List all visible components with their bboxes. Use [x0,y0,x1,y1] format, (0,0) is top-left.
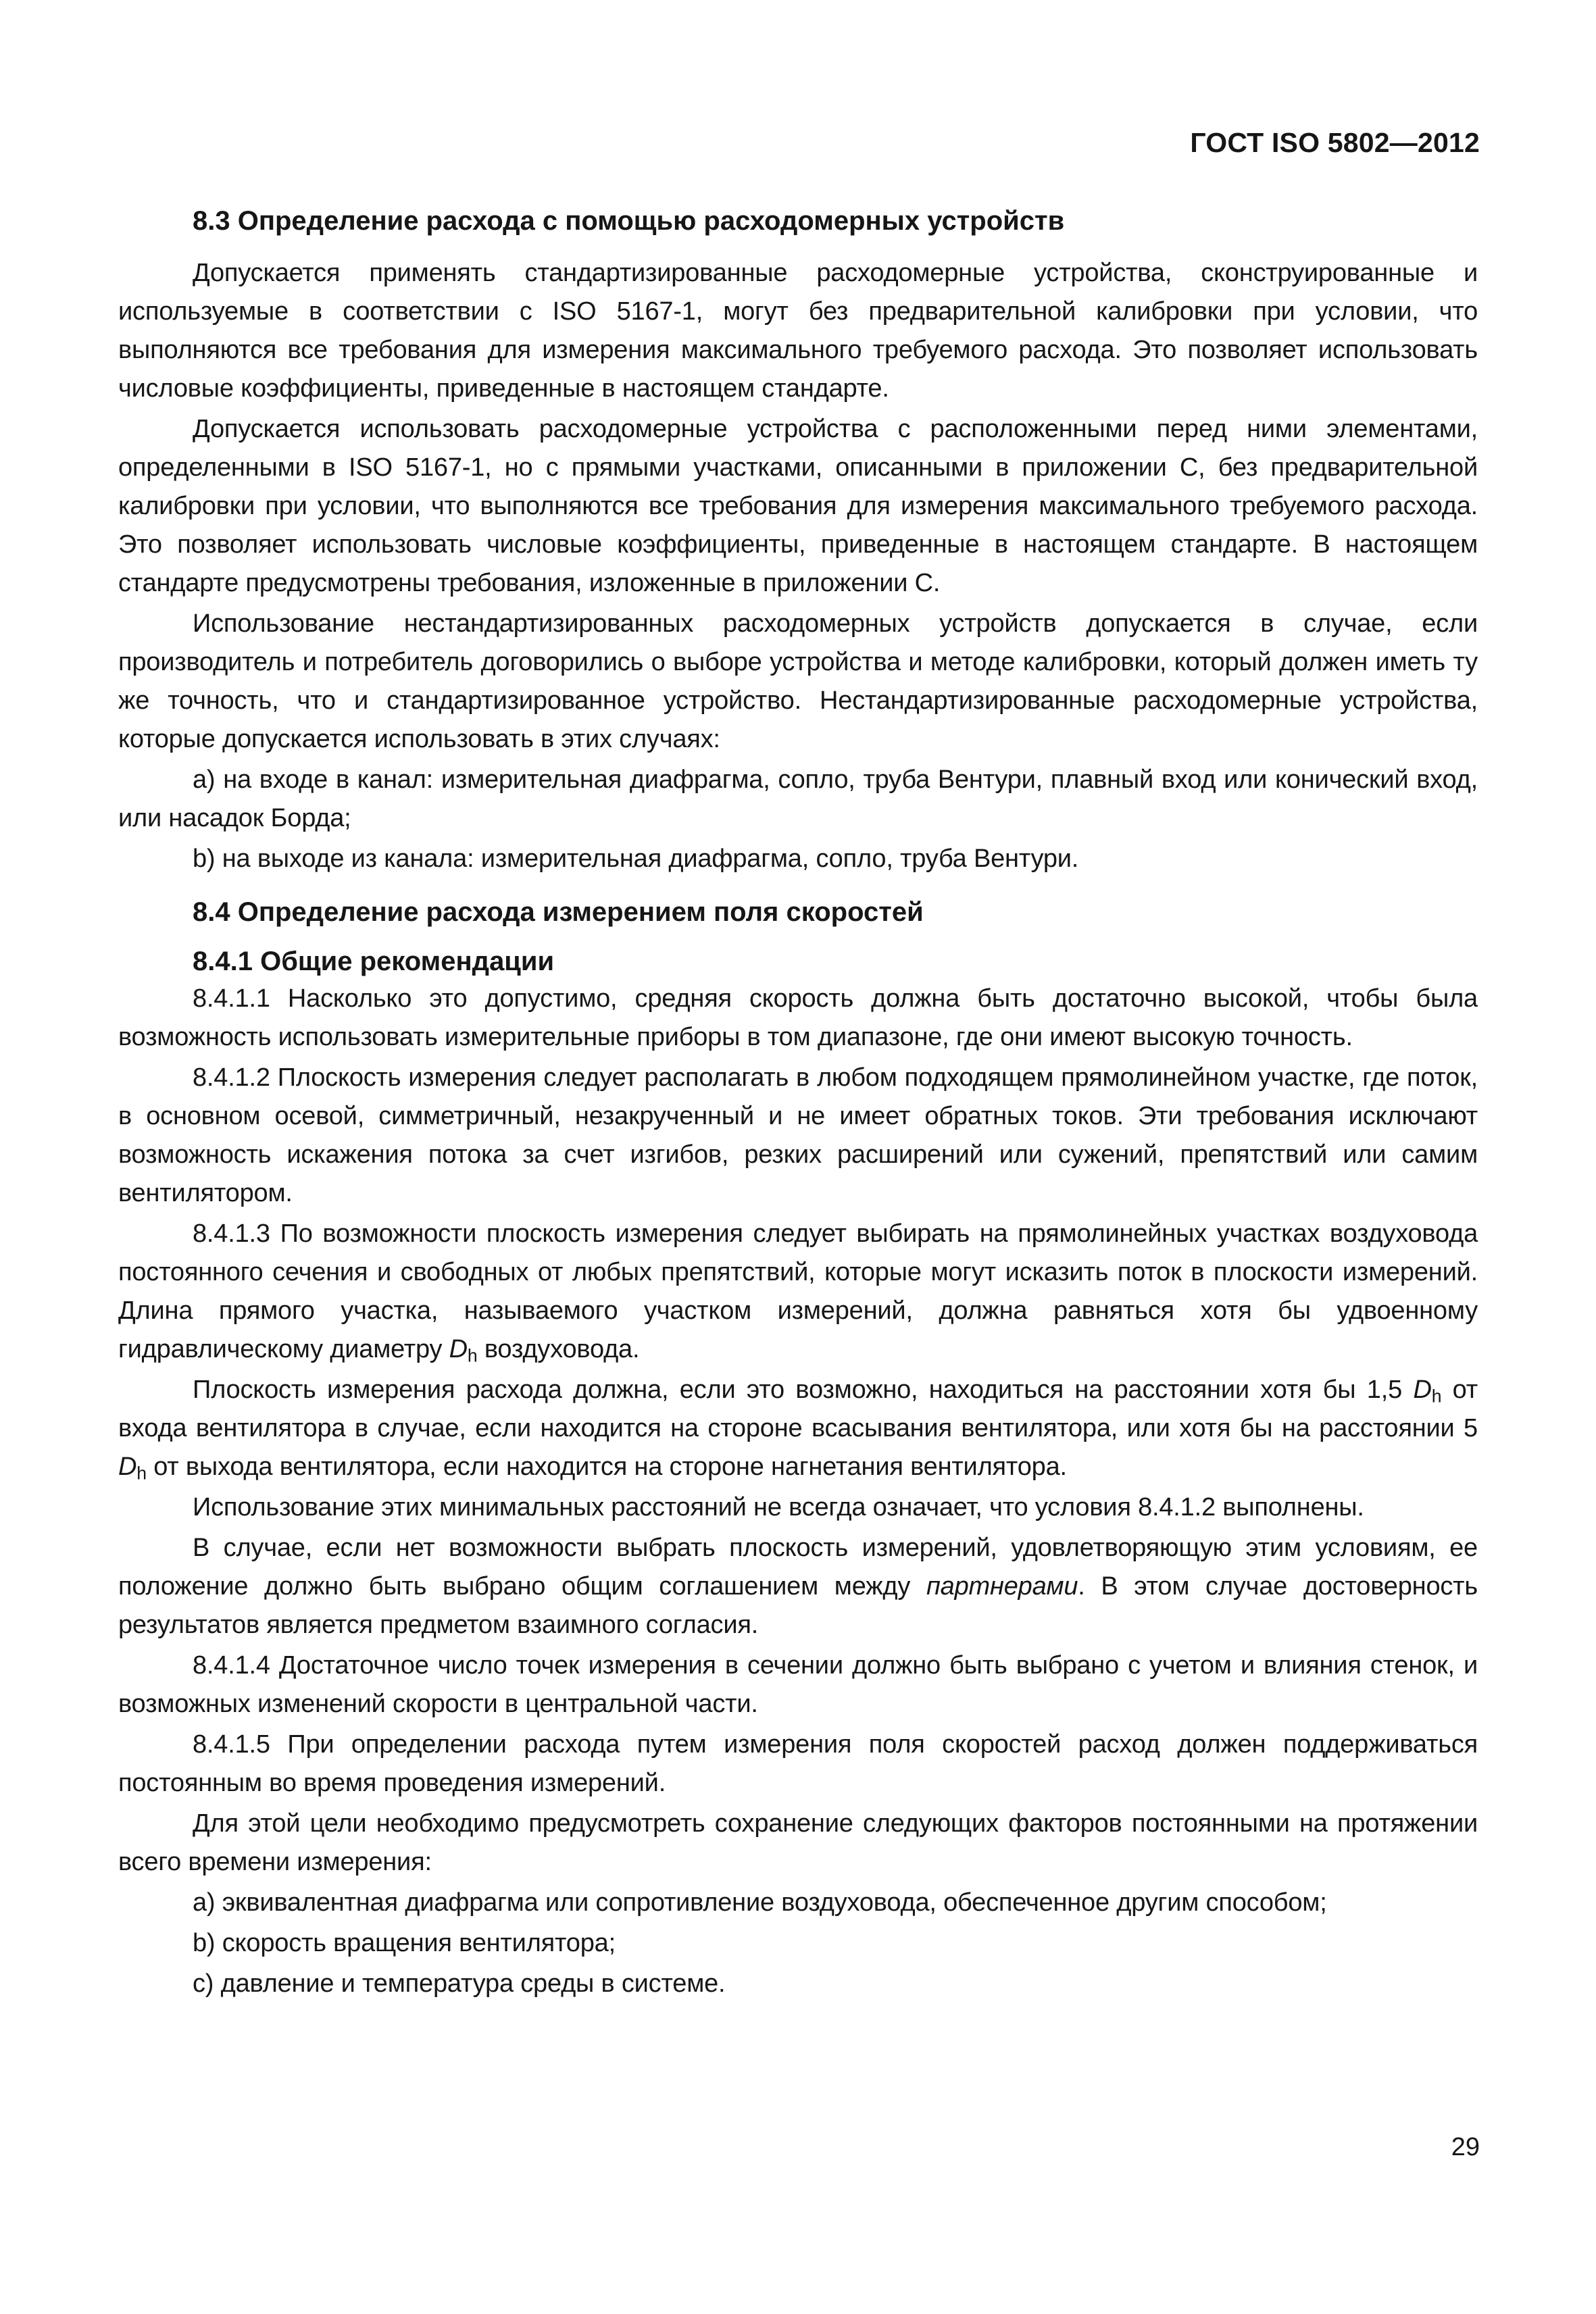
text-run: 8.4.1.3 По возможности плоскость измерения следует выбирать на прямолинейных участках воздуховода постоянного сечения и свободных от любых препятствий, которые могут исказить поток в плоскости измерений. Длина прямого участка, называемого участком измерений, должна равняться хотя бы удвоенному гидравлическому диаметру [118,1219,1478,1363]
subscript-h: h [1431,1386,1442,1407]
subscript-h: h [467,1345,478,1366]
paragraph [118,1529,1478,1644]
clause-8-4-1-4: 8.4.1.4 Достаточное число точек измерения в сечении должно быть выбрано с учетом и влияния стенок, и возможных изменений скорости в центральной части. [118,1651,1478,1718]
page-content [118,203,1478,2005]
symbol-d: D [449,1335,468,1363]
list-item-b: b) скорость вращения вентилятора; [193,1929,616,1957]
clause-8-4-1-2: 8.4.1.2 Плоскость измерения следует располагать в любом подходящем прямолинейном участке, где поток, в основном осевой, симметричный, незакрученный и не имеет обратных токов. Эти требования исключают возможность искажения потока за счет изгибов, резких расширений или сужений, препятствий или самим вентилятором. [118,1063,1478,1207]
section-heading-8-3: 8.3 Определение расхода с помощью расходомерных устройств [193,206,1065,236]
paragraph: Использование нестандартизированных расходомерных устройств допускается в случае, если производитель и потребитель договорились о выборе устройства и методе калибровки, который должен иметь ту же точность, что и стандартизированное устройство. Нестандартизированные расходомерные устройства, которые допускается использовать в этих случаях: [118,609,1478,753]
paragraph: Для этой цели необходимо предусмотреть сохранение следующих факторов постоянными на протяжении всего времени измерения: [118,1809,1478,1876]
text-run: В случае, если нет возможности выбрать плоскость измерений, удовлетворяющую этим условиям, ее положение должно быть выбрано общим соглашением между [118,1534,1478,1601]
paragraph: Допускается использовать расходомерные устройства с расположенными перед ними элементами, определенными в ISO 5167-1, но с прямыми участками, описанными в приложении С, без предварительной калибровки при условии, что выполняются все требования для измерения максимального требуемого расхода. Это позволяет использовать числовые коэффициенты, приведенные в настоящем стандарте. В настоящем стандарте предусмотрены требования, изложенные в приложении С. [118,415,1478,597]
emphasis-partners: партнерами [926,1572,1078,1601]
list-item-b: b) на выходе из канала: измерительная диафрагма, сопло, труба Вентури. [193,845,1079,873]
clause-8-4-1-5: 8.4.1.5 При определении расхода путем измерения поля скоростей расход должен поддерживаться постоянным во время проведения измерений. [118,1730,1478,1797]
paragraph: Допускается применять стандартизированные расходомерные устройства, сконструированные и используемые в соответствии с ISO 5167-1, могут без предварительной калибровки при условии, что выполняются все требования для измерения максимального требуемого расхода. Это позволяет использовать числовые коэффициенты, приведенные в настоящем стандарте. [118,259,1478,403]
text-run: от выхода вентилятора, если находится на стороне нагнетания вентилятора. [146,1453,1067,1481]
document-code: ГОСТ ISO 5802—2012 [1190,127,1480,158]
list-item-a: а) на входе в канал: измерительная диафрагма, сопло, труба Вентури, плавный вход или конический вход, или насадок Борда; [118,765,1478,832]
list-item-a: а) эквивалентная диафрагма или сопротивление воздуховода, обеспеченное другим способом; [193,1888,1327,1917]
measurement-plane-paragraph [118,1371,1478,1486]
section-heading-8-4: 8.4 Определение расхода измерением поля скоростей [193,897,924,927]
text-run: Плоскость измерения расхода должна, если это возможно, находиться на расстоянии хотя бы 1,5 [193,1376,1414,1404]
symbol-d: D [118,1453,137,1481]
paragraph: Использование этих минимальных расстояний не всегда означает, что условия 8.4.1.2 выполнены. [193,1493,1364,1521]
page-number: 29 [1451,2133,1480,2161]
subsection-heading-8-4-1: 8.4.1 Общие рекомендации [193,947,555,976]
text-run: . В этом случае достоверность результатов является предметом взаимного согласия. [118,1572,1478,1639]
clause-8-4-1-3 [118,1215,1478,1369]
text-run: воздуховода. [477,1335,640,1363]
list-item-c: с) давление и температура среды в системе. [193,1969,726,1998]
subscript-h: h [136,1463,147,1484]
clause-8-4-1-1: 8.4.1.1 Насколько это допустимо, средняя скорость должна быть достаточно высокой, чтобы была возможность использовать измерительные приборы в том диапазоне, где они имеют высокую точность. [118,984,1478,1051]
symbol-d: D [1413,1376,1432,1404]
text-run: от входа вентилятора в случае, если находится на стороне всасывания вентилятора, или хотя бы на расстоянии 5 [118,1376,1478,1442]
